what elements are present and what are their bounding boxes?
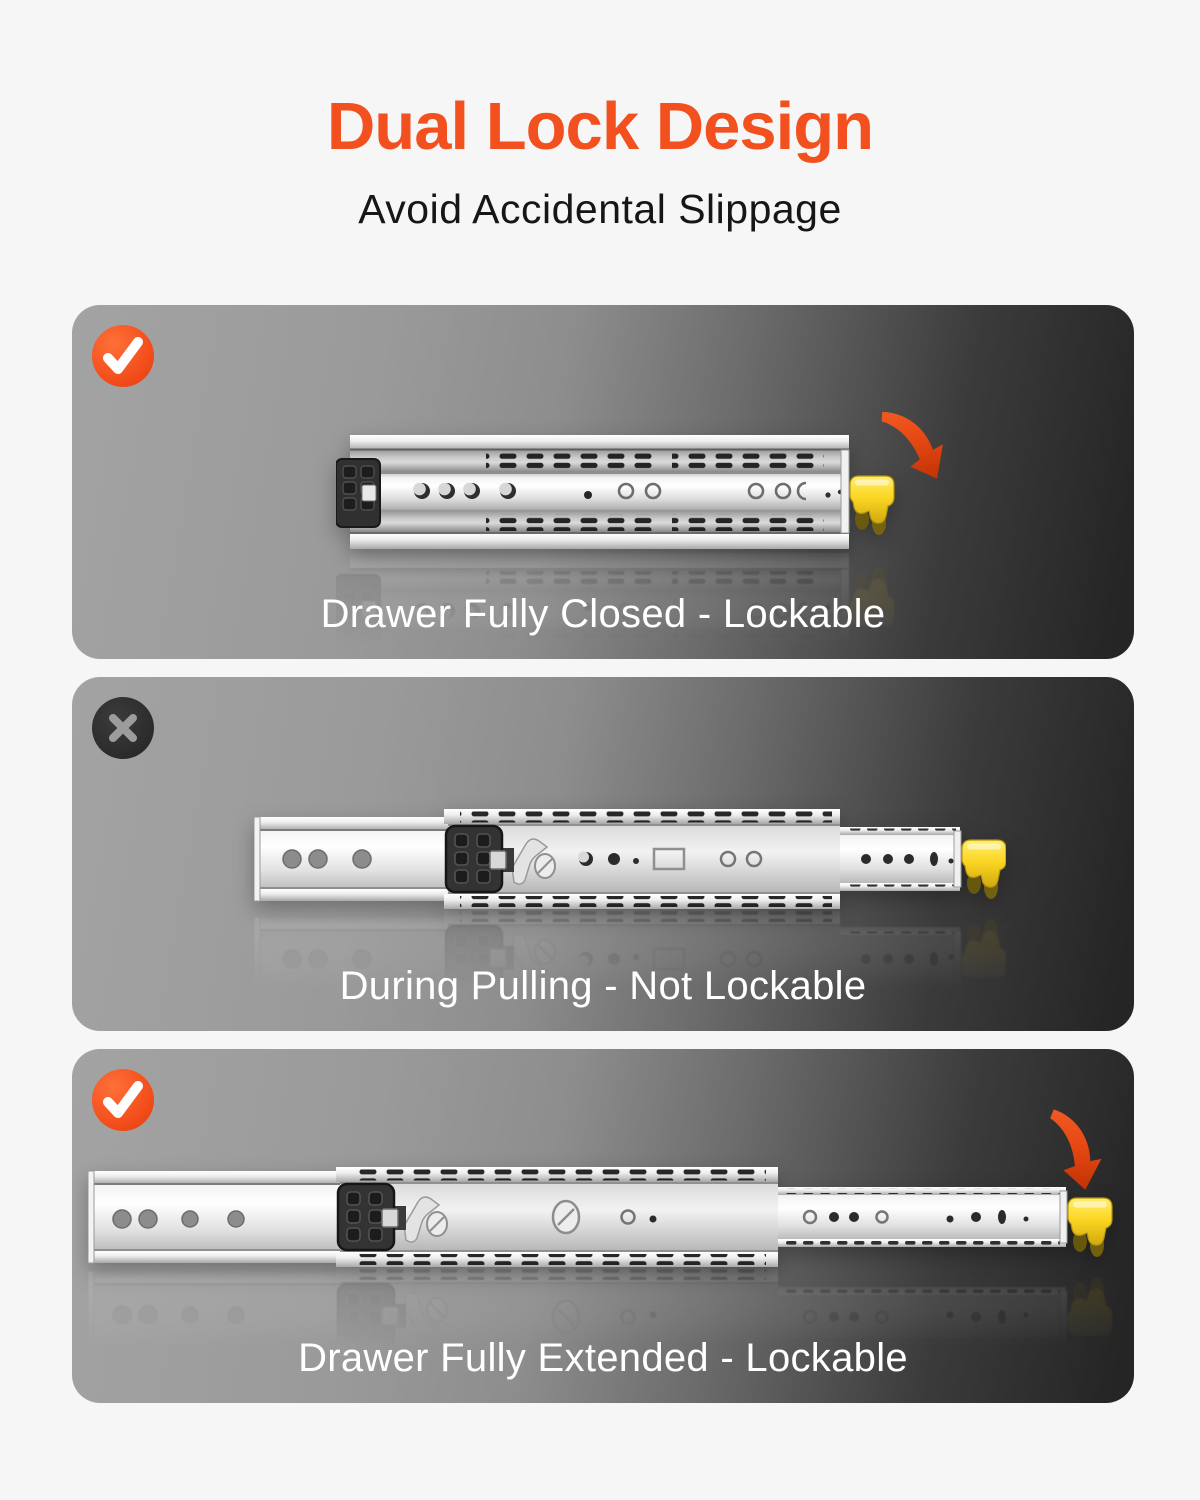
arrow-down-icon bbox=[1041, 1105, 1109, 1195]
header bbox=[0, 0, 1200, 233]
drawer-slide-partially-extended-image bbox=[254, 809, 1006, 909]
panel-drawer-fully-extended bbox=[72, 1049, 1134, 1403]
panel-caption: During Pulling - Not Lockable bbox=[339, 964, 867, 1008]
panel-caption: Drawer Fully Extended - Lockable bbox=[298, 1336, 908, 1380]
check-icon bbox=[92, 325, 154, 387]
page-title: Dual Lock Design bbox=[326, 89, 874, 164]
check-icon bbox=[92, 1069, 154, 1131]
page-subtitle: Avoid Accidental Slippage bbox=[358, 186, 842, 233]
drawer-slide-closed-image bbox=[336, 433, 896, 551]
panel-during-pulling bbox=[72, 677, 1134, 1031]
panel-caption: Drawer Fully Closed - Lockable bbox=[320, 592, 886, 636]
panel-drawer-fully-closed bbox=[72, 305, 1134, 659]
cross-icon bbox=[92, 697, 154, 759]
drawer-slide-fully-extended-image bbox=[88, 1167, 1113, 1267]
